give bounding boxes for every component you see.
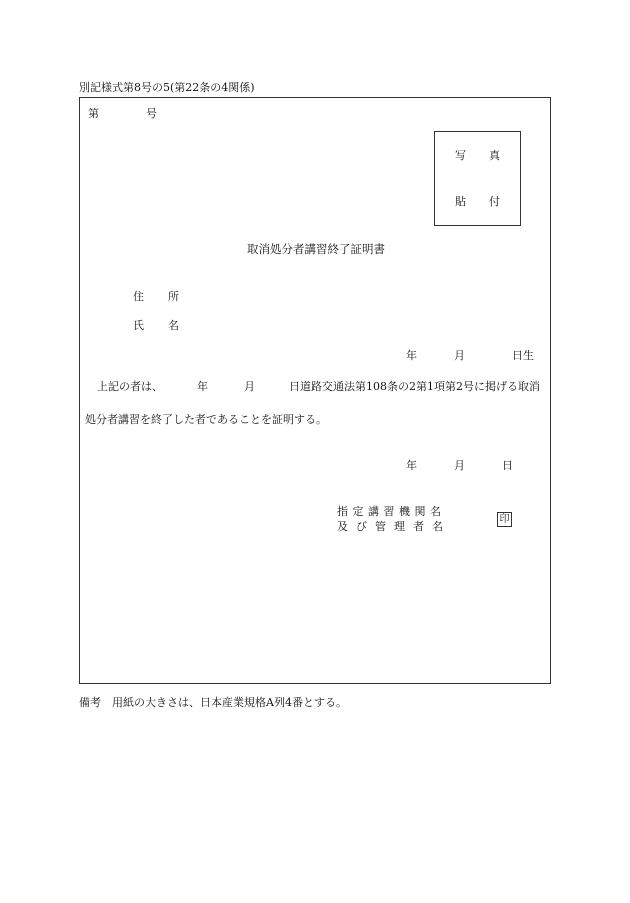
footer-note: 備考 用紙の大きさは、日本産業規格A列4番とする。 — [79, 696, 347, 709]
address-label-1: 住 — [133, 290, 144, 303]
photo-label-sha: 写 — [455, 149, 466, 162]
body-line1-start: 上記の者は、 — [97, 380, 163, 393]
document-title: 取消処分者講習終了証明書 — [247, 242, 385, 256]
issue-month-label: 月 — [454, 459, 465, 472]
name-label-2: 名 — [168, 319, 179, 332]
photo-label-shin: 真 — [489, 149, 500, 162]
birth-year-label: 年 — [406, 349, 417, 362]
birth-month-label: 月 — [454, 349, 465, 362]
issuer-institution-label: 指定講習機関名 — [337, 505, 446, 518]
form-header: 別記様式第8号の5(第22条の4関係) — [79, 81, 255, 94]
body-month-label: 月 — [244, 380, 255, 393]
address-label-2: 所 — [168, 290, 179, 303]
issue-day-label: 日 — [502, 459, 513, 472]
birth-day-label: 日生 — [512, 349, 534, 362]
body-line1-end: 日道路交通法第108条の2第1項第2号に掲げる取消 — [289, 380, 540, 393]
body-line2: 処分者講習を終了した者であることを証明する。 — [85, 413, 327, 426]
number-suffix: 号 — [146, 107, 157, 120]
seal-mark: 印 — [497, 512, 512, 527]
issue-year-label: 年 — [406, 459, 417, 472]
name-label-1: 氏 — [133, 319, 144, 332]
body-year-label: 年 — [197, 380, 208, 393]
photo-attachment-box — [434, 131, 521, 226]
number-prefix: 第 — [88, 107, 99, 120]
photo-label-fu: 付 — [489, 195, 500, 208]
issuer-manager-label: 及び管理者名 — [337, 520, 451, 533]
photo-label-chou: 貼 — [455, 195, 466, 208]
